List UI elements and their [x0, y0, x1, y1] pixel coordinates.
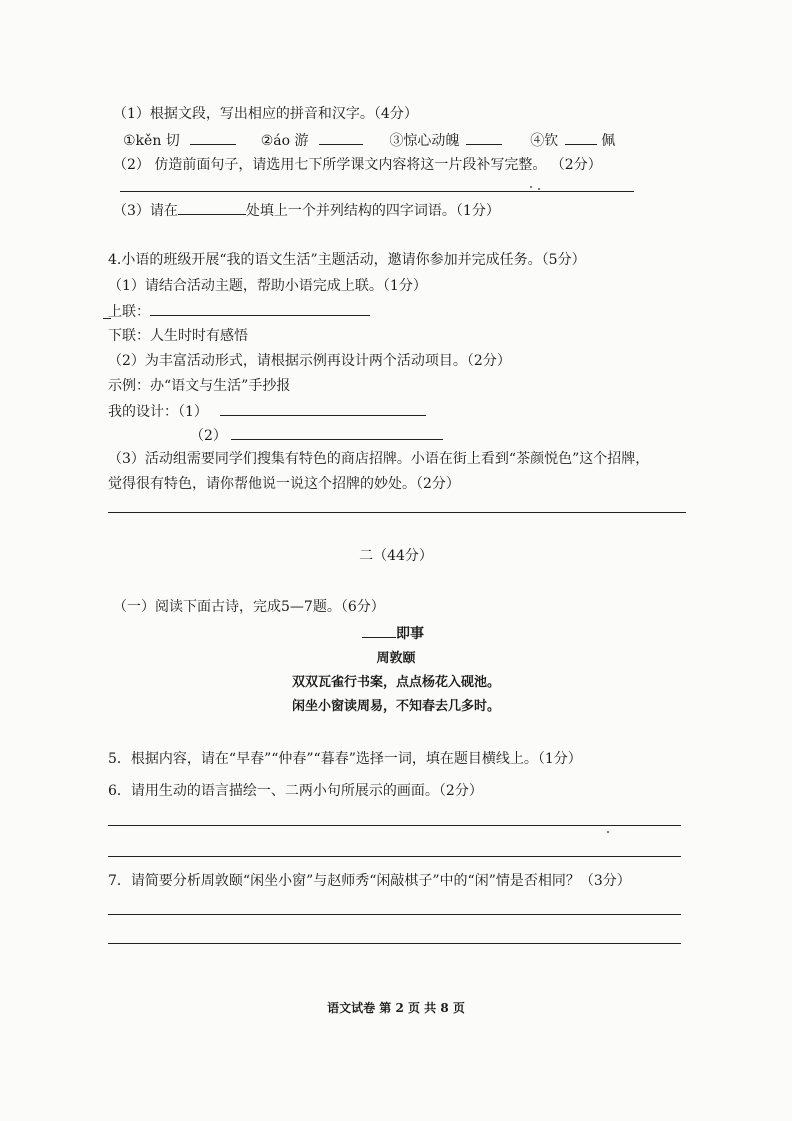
q7-answer-line-1[interactable] [108, 914, 681, 915]
poem-line-2: 闲坐小窗读周易，不知春去几多时。 [291, 699, 500, 714]
q1-sub2-answer-line[interactable] [120, 191, 634, 192]
q1-blank-1[interactable] [190, 131, 236, 145]
q1-item-1: ①kěn 切 [123, 133, 180, 149]
q4-design-1 [108, 402, 426, 421]
q6: 6．请用生动的语言描绘一、二两小句所展示的画面。（2分） [108, 783, 483, 799]
q1-sub3-prefix: （3）请在 [113, 203, 178, 219]
q4-heading: 4.小语的班级开展“我的语文生活”主题活动，邀请你参加并完成任务。（5分） [108, 252, 586, 268]
q1-sub1: （1）根据文段，写出相应的拼音和汉字。（4分） [113, 106, 418, 122]
q4-design2-label: （2） [190, 428, 227, 444]
q4-sub1: （1）请结合活动主题，帮助小语完成上联。（1分） [108, 278, 427, 294]
q5: 5．根据内容，请在“早春”“仲春”“暮春”选择一词，填在题目横线上。（1分） [108, 751, 582, 767]
section2-title: 二（44分） [359, 548, 433, 564]
q1-blank-4[interactable] [565, 131, 597, 145]
q7-answer-line-2[interactable] [108, 943, 681, 944]
q6-answer-line-2[interactable] [108, 856, 681, 857]
q1-blank-3[interactable] [466, 131, 502, 145]
q1-blank-2[interactable] [319, 131, 363, 145]
q1-sub3-blank[interactable] [178, 201, 246, 215]
q4-design-blank-1[interactable] [220, 402, 426, 416]
q1-item-2: ②áo 游 [260, 133, 309, 149]
q4-upper-label: 上联： [108, 304, 150, 320]
q4-design-2 [190, 426, 443, 445]
q4-example: 示例：办“语文与生活”手抄报 [108, 378, 291, 394]
q1-sub3-suffix: 处填上一个并列结构的四字词语。（1分） [245, 203, 500, 219]
poem-intro: （一）阅读下面古诗，完成5—7题。（6分） [113, 599, 385, 615]
speck [538, 188, 540, 190]
poem-author: 周敦颐 [376, 651, 416, 666]
q4-sub3-answer-line[interactable] [108, 512, 686, 513]
q1-sub2: （2） 仿造前面句子，请选用七下所学课文内容将这一片段补写完整。 （2分） [113, 157, 602, 173]
speck [607, 831, 609, 833]
page-footer: 语文试卷 第 2 页 共 8 页 [327, 1001, 465, 1015]
poem-title-blank[interactable] [362, 624, 396, 638]
q4-lower-couplet: 下联：人生时时有感悟 [108, 328, 248, 344]
q1-items-row [123, 131, 615, 150]
q4-sub2: （2）为丰富活动形式，请根据示例再设计两个活动项目。（2分） [108, 353, 511, 369]
poem-title: 即事 [396, 626, 424, 642]
speck [530, 186, 532, 188]
poem-line-1: 双双瓦雀行书案，点点杨花入砚池。 [291, 675, 500, 690]
stray-mark [103, 318, 111, 319]
q4-sub3-line2: 觉得很有特色，请你帮他说一说这个招牌的妙处。（2分） [108, 476, 460, 492]
q6-answer-line-1[interactable] [108, 825, 681, 826]
q7: 7．请简要分析周敦颐“闲坐小窗”与赵师秀“闲敲棋子”中的“闲”情是否相同？（3分） [108, 873, 631, 889]
q1-item-4: ④钦 [530, 133, 559, 149]
q4-design-blank-2[interactable] [231, 426, 443, 440]
q1-item-3: ③惊心动魄 [389, 133, 460, 149]
q1-item-5: 佩 [601, 133, 616, 149]
q4-design-label: 我的设计：（1） [108, 404, 208, 420]
poem-title-row [362, 624, 424, 643]
q4-upper-blank[interactable] [150, 302, 370, 316]
q4-sub3-line1: （3）活动组需要同学们搜集有特色的商店招牌。小语在街上看到“茶颜悦色”这个招牌， [108, 451, 650, 467]
q1-sub3 [113, 201, 500, 220]
q4-upper-couplet [108, 302, 370, 321]
